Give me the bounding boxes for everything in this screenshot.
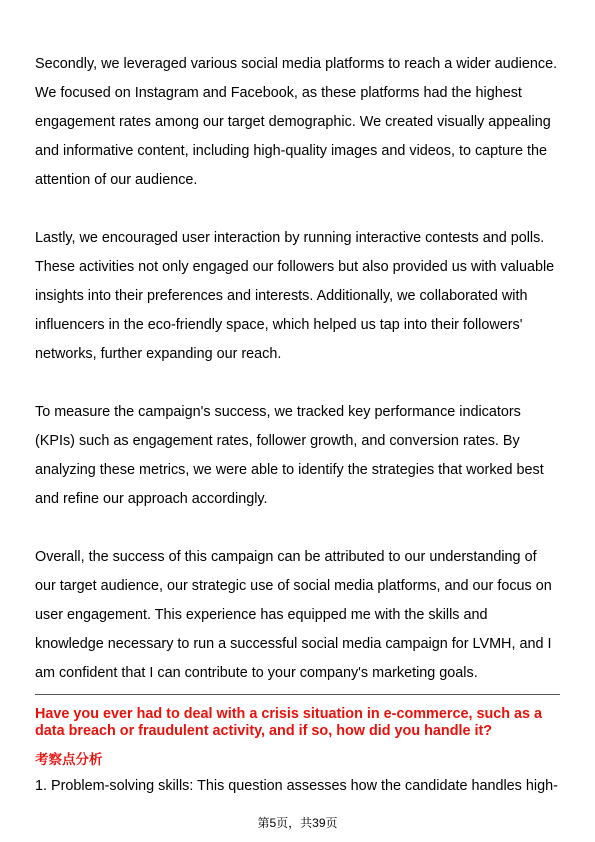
answer-body	[35, 50, 565, 717]
text-line: and refine our approach accordingly.	[35, 491, 268, 507]
question-line: Have you ever had to deal with a crisis situation in e-commerce, such as a	[35, 706, 543, 722]
text-line: Lastly, we encouraged user interaction by running interactive contests and polls.	[35, 230, 545, 246]
question-line: data breach or fraudulent activity, and if so, how did you handle it?	[35, 723, 493, 739]
text-line: knowledge necessary to run a successful social media campaign for LVMH, and I	[35, 636, 552, 652]
text-line: To measure the campaign's success, we tracked key performance indicators	[35, 404, 521, 420]
interview-question	[35, 706, 565, 740]
page-number: 第5页，共39页	[257, 816, 338, 830]
paragraph-measure-success	[35, 398, 565, 514]
paragraph-user-interaction	[35, 224, 565, 369]
text-line: user engagement. This experience has equipped me with the skills and	[35, 607, 488, 623]
text-line: influencers in the eco-friendly space, which helped us tap into their followers'	[35, 317, 523, 333]
text-line: am confident that I can contribute to your company's marketing goals.	[35, 665, 478, 681]
text-line: networks, further expanding our reach.	[35, 346, 282, 362]
text-line: engagement rates among our target demographic. We created visually appealing	[35, 114, 551, 130]
paragraph-overall	[35, 543, 565, 688]
text-line: and informative content, including high-quality images and videos, to capture the	[35, 143, 547, 159]
text-line: We focused on Instagram and Facebook, as these platforms had the highest	[35, 85, 522, 101]
text-line: insights into their preferences and interests. Additionally, we collaborated with	[35, 288, 528, 304]
analysis-point: 1. Problem-solving skills: This question assesses how the candidate handles high-	[35, 778, 558, 794]
text-line: attention of our audience.	[35, 172, 198, 188]
paragraph-social-media-platforms	[35, 50, 565, 195]
section-divider	[35, 694, 560, 695]
text-line: our target audience, our strategic use of social media platforms, and our focus on	[35, 578, 552, 594]
text-line: analyzing these metrics, we were able to identify the strategies that worked best	[35, 462, 544, 478]
text-line: These activities not only engaged our followers but also provided us with valuable	[35, 259, 555, 275]
text-line: Secondly, we leveraged various social media platforms to reach a wider audience.	[35, 56, 558, 72]
analysis-heading: 考察点分析	[35, 752, 103, 767]
text-line: (KPIs) such as engagement rates, follower growth, and conversion rates. By	[35, 433, 520, 449]
text-line: Overall, the success of this campaign can be attributed to our understanding of	[35, 549, 537, 565]
